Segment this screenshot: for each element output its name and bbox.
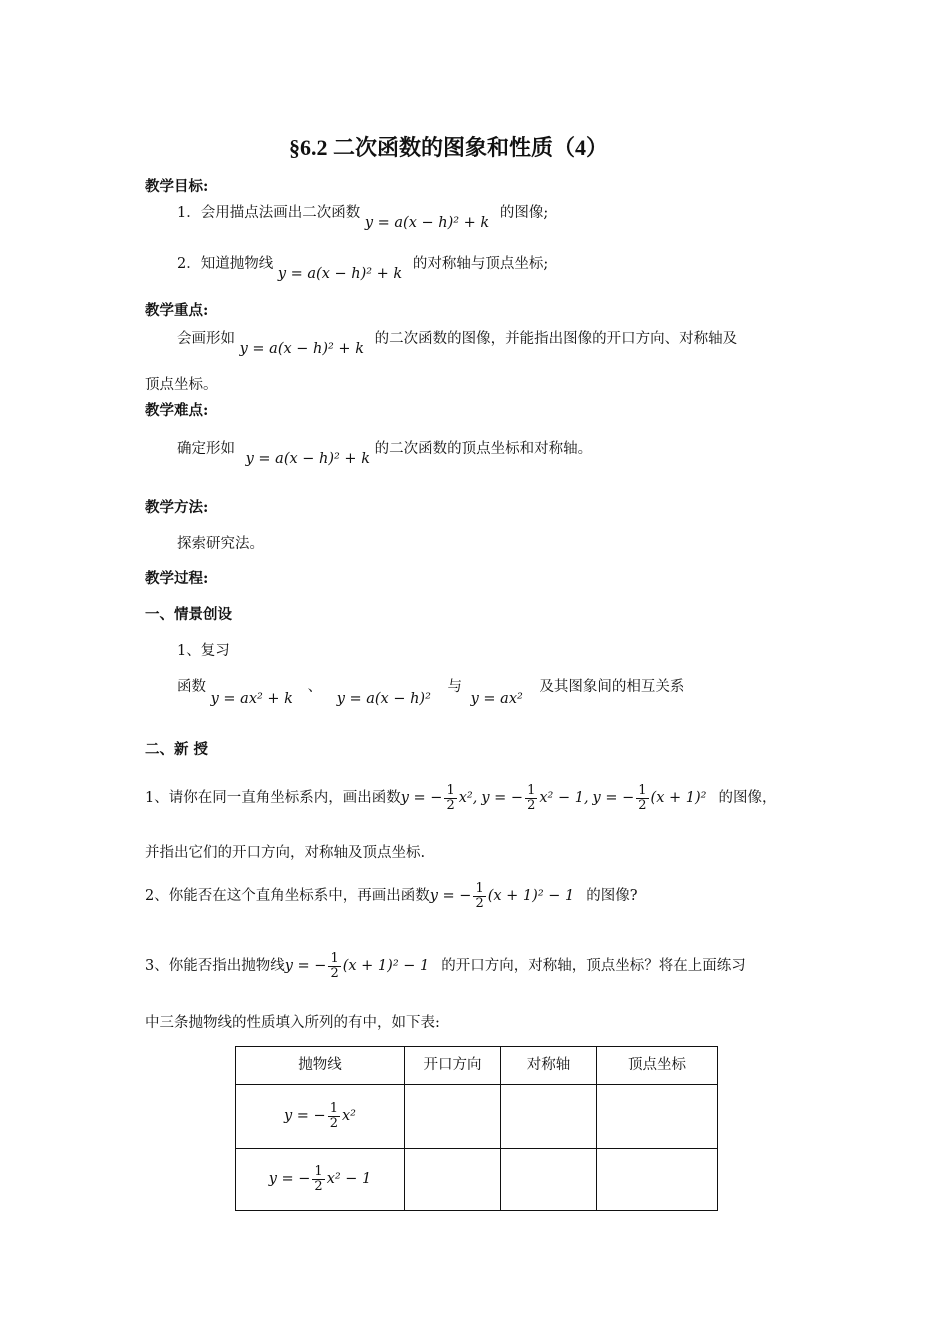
- q2-f-lhs: y = −: [429, 887, 472, 904]
- fraction-half: $\frac{1}{2}$: [446, 783, 455, 813]
- difficulties-formula: y = a(x − h)² + k: [245, 451, 370, 467]
- vertex-cell[interactable]: [597, 1149, 718, 1211]
- parabola-cell: [236, 1085, 405, 1149]
- properties-table: [235, 1046, 718, 1211]
- section1-prefix: 函数: [177, 679, 206, 695]
- comma: ,: [472, 789, 478, 806]
- q1-f2-lhs: y = −: [481, 789, 524, 806]
- objective-1-formula: y = a(x − h)² + k: [364, 215, 490, 231]
- row1-lhs: y = −: [284, 1108, 326, 1125]
- page-title: §6.2 二次函数的图象和性质（4）: [289, 135, 609, 160]
- question-1: [145, 784, 776, 812]
- question-2: [145, 882, 638, 910]
- objective-2: [177, 256, 549, 282]
- fraction-half: $\frac{1}{2}$: [314, 1164, 323, 1194]
- objective-1: [177, 205, 549, 231]
- q3-f-tail: (x + 1)² − 1: [342, 957, 430, 974]
- separator-1: 、: [307, 679, 323, 695]
- row2-tail: x² − 1: [326, 1171, 372, 1188]
- objective-1-suffix: 的图像;: [499, 205, 549, 221]
- question-1-line2: 并指出它们的开口方向，对称轴及顶点坐标.: [145, 845, 426, 861]
- section1-functions: [177, 679, 685, 707]
- table-row: [236, 1085, 718, 1149]
- keypoints-continuation: 顶点坐标。: [145, 377, 218, 393]
- fraction-half: $\frac{1}{2}$: [329, 1101, 338, 1131]
- question-2-suffix: 的图像?: [586, 887, 638, 904]
- question-3-prefix: 3、你能否指出抛物线: [145, 957, 285, 974]
- table-row: [236, 1149, 718, 1211]
- q1-f3-lhs: y = −: [592, 789, 635, 806]
- table-header-row: [236, 1047, 718, 1085]
- question-3-suffix: 的开口方向，对称轴，顶点坐标？将在上面练习: [441, 957, 746, 974]
- objective-1-text: 1．会用描点法画出二次函数: [177, 205, 361, 221]
- section2-heading: 二、新 授: [145, 741, 209, 758]
- fraction-half: $\frac{1}{2}$: [330, 951, 339, 981]
- question-3: [145, 952, 746, 980]
- axis-of-symmetry-cell[interactable]: [501, 1085, 597, 1149]
- section1-suffix: 及其图象间的相互关系: [539, 679, 685, 695]
- q1-f1-lhs: y = −: [400, 789, 443, 806]
- fraction-half: $\frac{1}{2}$: [527, 783, 536, 813]
- keypoints-suffix: 的二次函数的图像，并能指出图像的开口方向、对称轴及: [374, 331, 738, 347]
- formula-ax2: y = ax²: [470, 691, 523, 707]
- question-3-line2: 中三条抛物线的性质填入所列的有中，如下表:: [145, 1015, 440, 1031]
- q1-f1-tail: x²: [458, 789, 473, 806]
- row2-lhs: y = −: [268, 1171, 311, 1188]
- difficulties-prefix: 确定形如: [177, 441, 235, 457]
- question-2-prefix: 2、你能否在这个直角坐标系中，再画出函数: [145, 887, 430, 904]
- keypoints-prefix: 会画形如: [177, 331, 235, 347]
- header-vertex-coordinates: 顶点坐标: [597, 1047, 718, 1085]
- separator-2: 与: [447, 679, 463, 695]
- q3-f-lhs: y = −: [284, 957, 327, 974]
- header-parabola: 抛物线: [236, 1047, 405, 1085]
- fraction-half: $\frac{1}{2}$: [475, 881, 484, 911]
- q1-f2-tail: x² − 1: [539, 789, 584, 806]
- method-heading: 教学方法:: [145, 499, 209, 516]
- section1-heading: 一、情景创设: [145, 606, 232, 623]
- question-1-suffix: 的图像，: [718, 789, 777, 806]
- difficulties-line: [177, 441, 593, 467]
- formula-a-x-minus-h-sq: y = a(x − h)²: [336, 691, 431, 707]
- formula-ax2-plus-k: y = ax² + k: [210, 691, 293, 707]
- q2-f-tail: (x + 1)² − 1: [487, 887, 575, 904]
- parabola-cell: [236, 1149, 405, 1211]
- keypoints-heading: 教学重点:: [145, 302, 209, 319]
- opening-direction-cell[interactable]: [405, 1149, 501, 1211]
- q1-f3-tail: (x + 1)²: [650, 789, 707, 806]
- objectives-heading: 教学目标:: [145, 178, 209, 195]
- section1-item: 1、复习: [177, 643, 230, 659]
- opening-direction-cell[interactable]: [405, 1085, 501, 1149]
- header-opening-direction: 开口方向: [405, 1047, 501, 1085]
- objective-2-formula: y = a(x − h)² + k: [277, 266, 403, 282]
- objective-2-suffix: 的对称轴与顶点坐标;: [412, 256, 549, 272]
- difficulties-heading: 教学难点:: [145, 402, 209, 419]
- method-text: 探索研究法。: [177, 536, 264, 552]
- process-heading: 教学过程:: [145, 570, 209, 587]
- comma: ,: [583, 789, 589, 806]
- objective-2-text: 2．知道抛物线: [177, 256, 274, 272]
- vertex-cell[interactable]: [597, 1085, 718, 1149]
- header-axis-of-symmetry: 对称轴: [501, 1047, 597, 1085]
- row1-tail: x²: [342, 1108, 356, 1125]
- keypoints-line: [177, 331, 738, 357]
- question-1-prefix: 1、请你在同一直角坐标系内，画出函数: [145, 789, 401, 806]
- difficulties-suffix: 的二次函数的顶点坐标和对称轴。: [374, 441, 593, 457]
- keypoints-formula: y = a(x − h)² + k: [239, 341, 364, 357]
- axis-of-symmetry-cell[interactable]: [501, 1149, 597, 1211]
- fraction-half: $\frac{1}{2}$: [638, 783, 647, 813]
